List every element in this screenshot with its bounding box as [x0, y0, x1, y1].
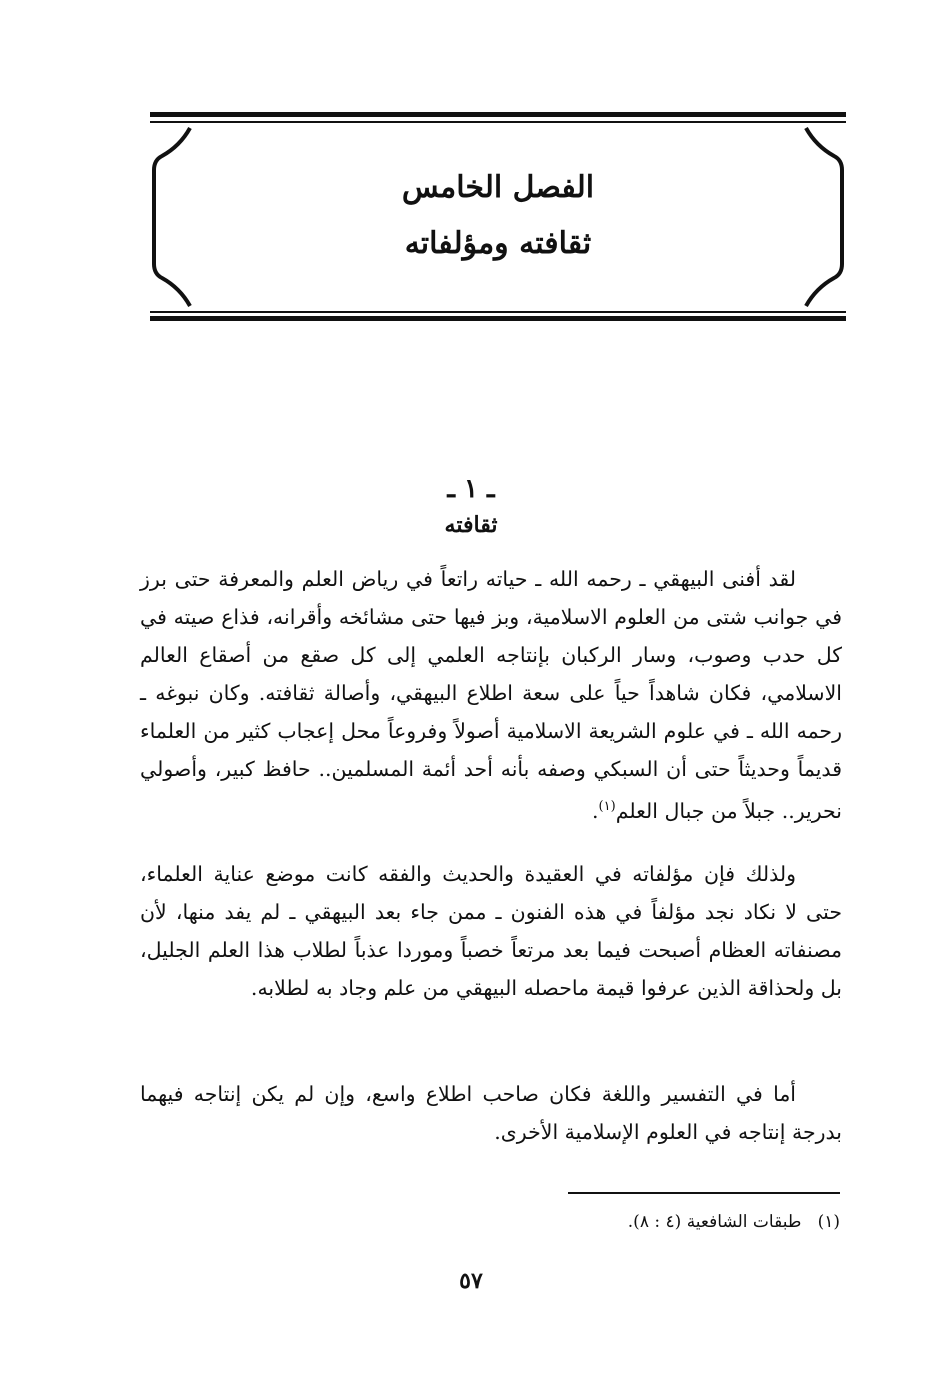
- paragraph-2: [140, 855, 842, 1007]
- footnote-number: (١): [817, 1212, 840, 1232]
- chapter-subheading: ثقافته ومؤلفاته: [404, 226, 592, 261]
- footnote-text: طبقات الشافعية (٤ : ٨).: [627, 1212, 802, 1232]
- header-rule-bottom-thin: [150, 311, 846, 313]
- chapter-title-frame: [150, 126, 846, 308]
- paragraph-3-text: أما في التفسير واللغة فكان صاحب اطلاع واسع، وإن لم يكن إنتاجه فيهما بدرجة إنتاجه في العلوم الإسلامية الأخرى.: [140, 1082, 842, 1144]
- paragraph-3: [140, 1075, 842, 1151]
- footnote: [240, 1212, 840, 1232]
- paragraph-1-text: لقد أفنى البيهقي ـ رحمه الله ـ حياته راتعاً في رياض العلم والمعرفة حتى برز في جوانب شتى من العلوم الاسلامية، وبز فيها حتى مشائخه وأقرانه، فذاع صيته في كل حدب وصوب، وسار الركبان بإنتاجه العلمي إلى كل صقع من أصقاع العالم الاسلامي، فكان شاهداً حياً على سعة اطلاع البيهقي، وأصالة ثقافته. وكان نبوغه ـ رحمه الله ـ في علوم الشريعة الاسلامية أصولاً وفروعاً محل إعجاب كثير من العلماء قديماً وحديثاً حتى أن السبكي وصفه بأنه أحد أئمة المسلمين.. حافظ كبير، وأصولي نحرير.. جبلاً من جبال العلم: [140, 567, 842, 823]
- chapter-heading: الفصل الخامس: [401, 170, 595, 205]
- page-number: ٥٧: [459, 1268, 483, 1294]
- section-title: ثقافته: [444, 512, 498, 538]
- paragraph-1-end: .: [592, 798, 599, 823]
- paragraph-1: [140, 560, 842, 830]
- header-rule-top-thin: [150, 121, 846, 123]
- header-rule-top-thick: [150, 112, 846, 117]
- footnote-separator: [568, 1192, 840, 1194]
- header-rule-bottom-thick: [150, 316, 846, 321]
- section-number: ـ ١ ـ: [447, 474, 495, 504]
- paragraph-2-text: ولذلك فإن مؤلفاته في العقيدة والحديث والفقه كانت موضع عناية العلماء، حتى لا نكاد نجد مؤلفاً في هذه الفنون ـ ممن جاء بعد البيهقي ـ لم يفد منها، لأن مصنفاته العظام أصبحت فيما بعد مرتعاً خصباً وموردا عذباً لطلاب هذا العلم الجليل، بل ولحذاقة الذين عرفوا قيمة ماحصله البيهقي من علم وجاد به لطلابه.: [140, 862, 842, 1000]
- footnote-reference: (١): [598, 799, 616, 814]
